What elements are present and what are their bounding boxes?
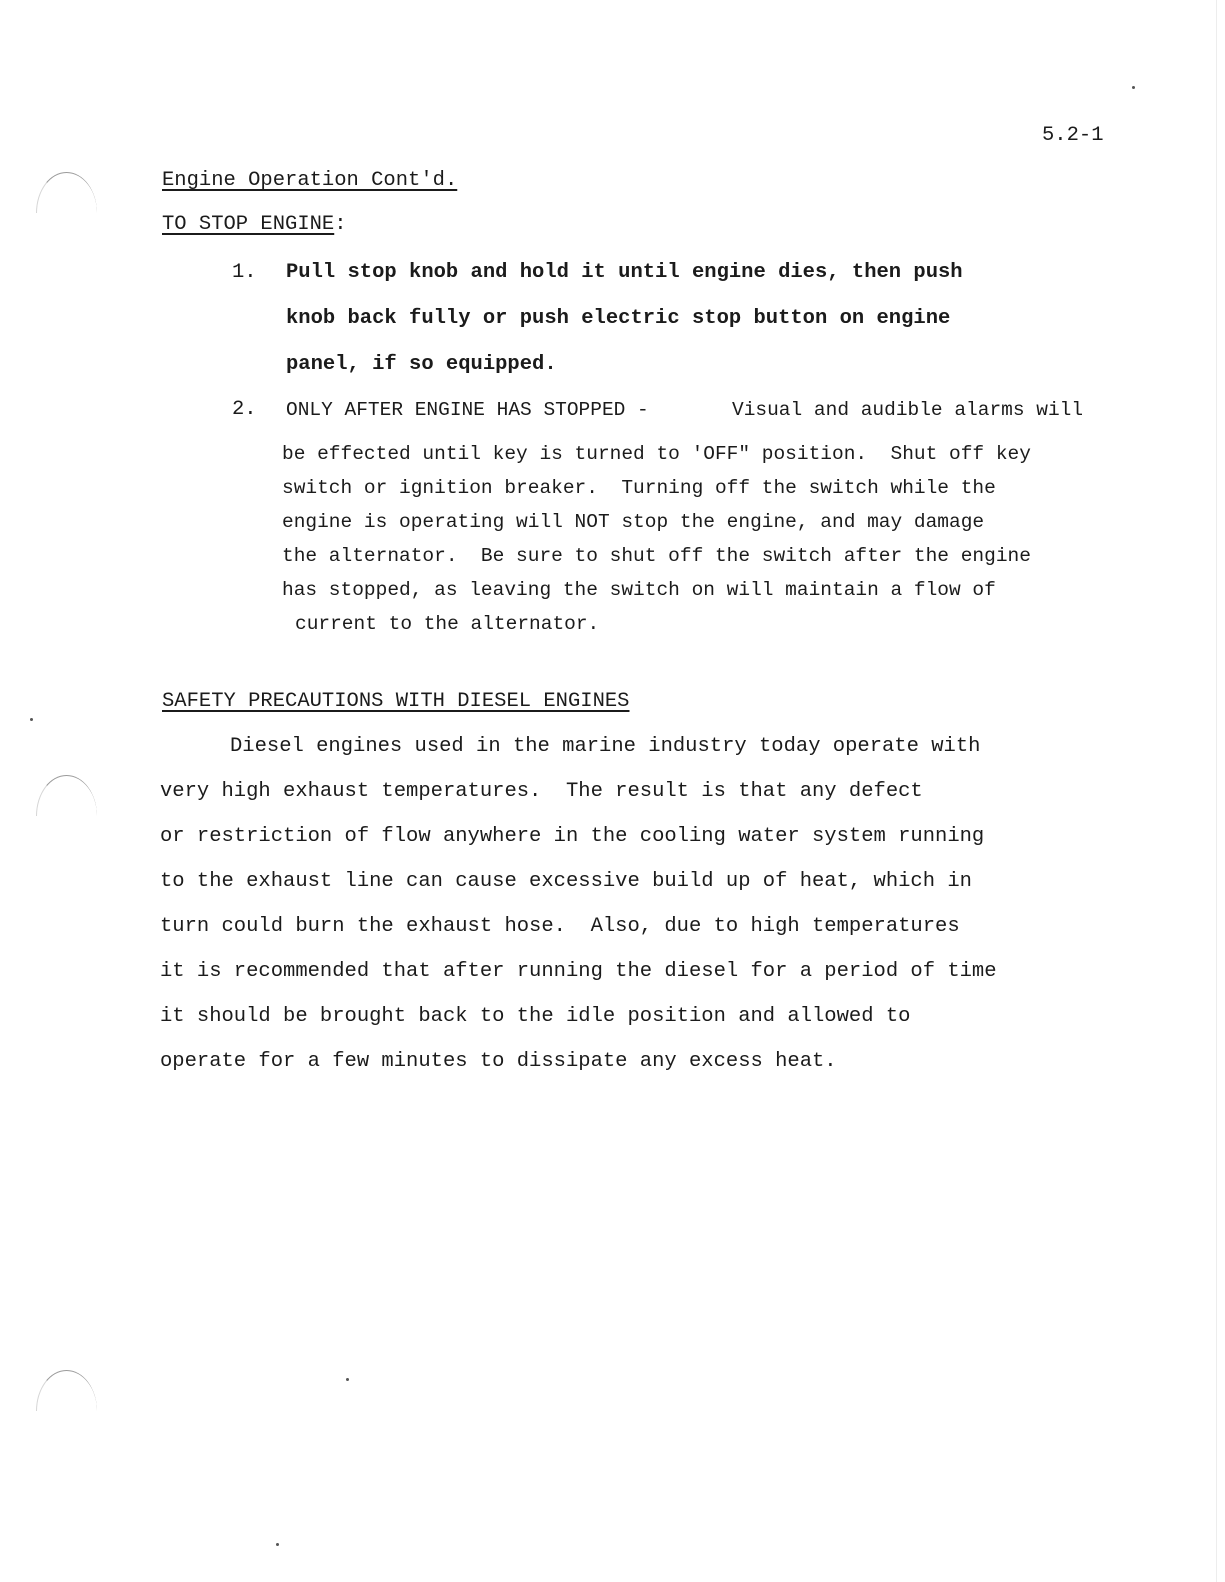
safety-line: it is recommended that after running the diesel for a period of time — [160, 960, 997, 983]
safety-line: Diesel engines used in the marine industry today operate with — [230, 735, 981, 758]
punch-hole-mark-middle — [36, 775, 97, 816]
item-2-line: be effected until key is turned to 'OFF" position. Shut off key — [282, 443, 1031, 465]
safety-heading: SAFETY PRECAUTIONS WITH DIESEL ENGINES — [162, 690, 630, 713]
punch-hole-mark-bottom — [36, 1370, 97, 1411]
item-2-line: current to the alternator. — [295, 613, 600, 635]
safety-line: or restriction of flow anywhere in the cooling water system running — [160, 825, 985, 848]
safety-line: to the exhaust line can cause excessive build up of heat, which in — [160, 870, 972, 893]
section-heading: Engine Operation Cont'd. — [162, 169, 458, 192]
safety-line: it should be brought back to the idle position and allowed to — [160, 1005, 911, 1028]
safety-line: operate for a few minutes to dissipate any excess heat. — [160, 1050, 837, 1073]
item-2-line: the alternator. Be sure to shut off the switch after the engine — [282, 545, 1031, 567]
scan-speck — [1132, 86, 1135, 89]
item-2-lead: ONLY AFTER ENGINE HAS STOPPED - — [286, 399, 649, 421]
page-number: 5.2-1 — [1042, 124, 1104, 147]
item-1-line: panel, if so equipped. — [286, 353, 557, 376]
item-1-line: knob back fully or push electric stop button on engine — [286, 307, 951, 330]
stop-engine-heading-text: TO STOP ENGINE — [162, 213, 335, 236]
scan-edge — [1216, 0, 1217, 1582]
punch-hole-mark-top — [36, 172, 97, 213]
item-1-number: 1. — [232, 261, 257, 284]
safety-line: very high exhaust temperatures. The result is that any defect — [160, 780, 923, 803]
item-2-line: engine is operating will NOT stop the engine, and may damage — [282, 511, 985, 533]
safety-line: turn could burn the exhaust hose. Also, due to high temperatures — [160, 915, 960, 938]
item-2-first-line-rest: Visual and audible alarms will — [732, 399, 1084, 421]
scan-speck — [346, 1378, 349, 1381]
item-1-line: Pull stop knob and hold it until engine dies, then push — [286, 261, 963, 284]
scan-speck — [30, 718, 33, 721]
scan-speck — [276, 1543, 279, 1546]
item-2-number: 2. — [232, 398, 257, 421]
item-2-line: has stopped, as leaving the switch on will maintain a flow of — [282, 579, 996, 601]
stop-engine-heading-colon: : — [334, 213, 347, 236]
stop-engine-heading — [162, 213, 347, 237]
item-2-line: switch or ignition breaker. Turning off the switch while the — [282, 477, 996, 499]
